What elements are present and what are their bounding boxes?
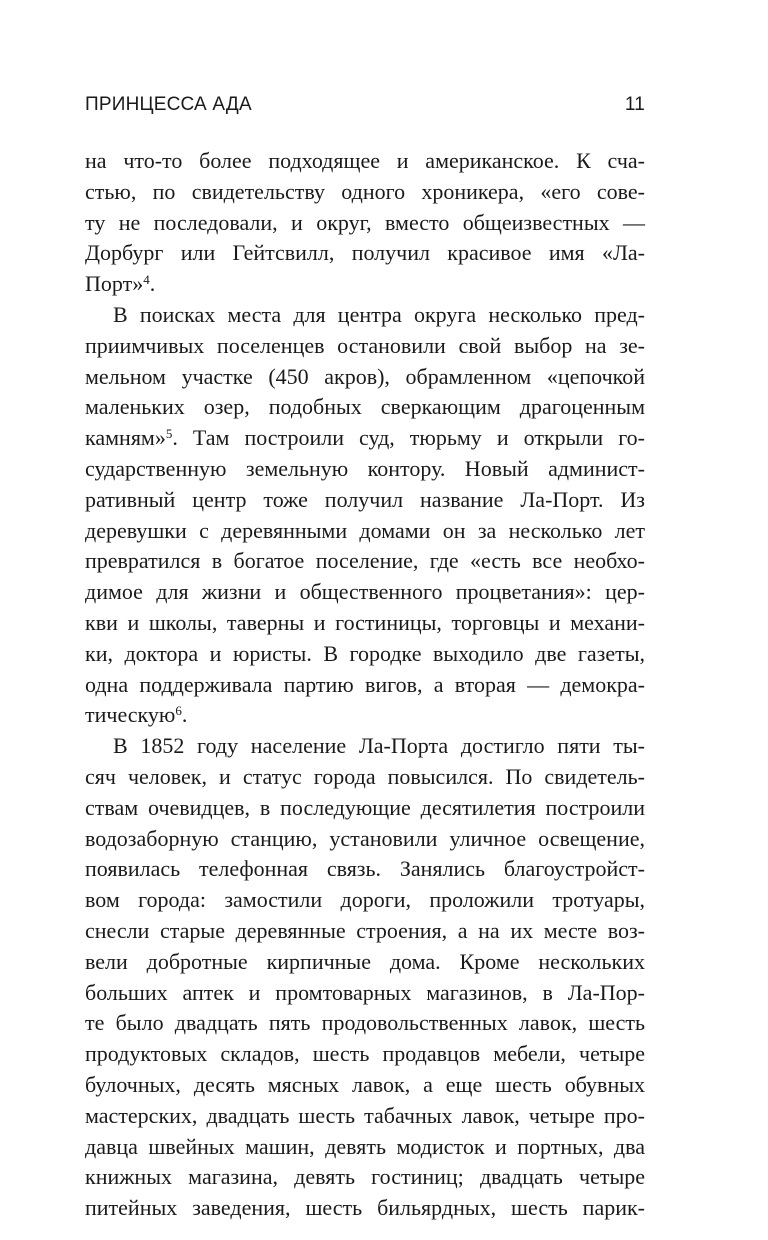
text-line: В поисках места для центра округа несколько пред-	[113, 301, 645, 327]
text-line: сударственную земельную контору. Новый админист-	[85, 455, 645, 481]
page-number: 11	[624, 94, 645, 115]
text-line: Порт»$^4$.	[85, 271, 156, 297]
text-fragment: Порт»	[85, 271, 144, 297]
text-line: продуктовых складов, шесть продавцов мебели, четыре	[85, 1041, 645, 1067]
text-line: те было двадцать пять продовольственных лавок, шесть	[85, 1010, 645, 1036]
text-line: больших аптек и промтоварных магазинов, в Ла-Пор-	[85, 979, 645, 1005]
text-line: вом города: замостили дороги, проложили тротуары,	[85, 887, 645, 913]
text-line: на что-то более подходящее и американское. К сча-	[85, 148, 645, 173]
text-line: тическую$^6$.	[85, 702, 188, 728]
text-line: мастерских, двадцать шесть табачных лавок, четыре про-	[85, 1102, 645, 1128]
main-text	[85, 146, 645, 1224]
text-line: ративный центр тоже получил название Ла-Порт. Из	[85, 486, 645, 512]
text-line: ствам очевидцев, в последующие десятилетия построили	[85, 794, 645, 820]
text-line	[85, 423, 645, 454]
text-fragment: камням»	[85, 425, 166, 451]
text-line: сяч человек, и статус города повысился. По свидетель-	[85, 763, 645, 789]
text-line: превратился в богатое поселение, где «есть все необхо-	[85, 548, 645, 574]
running-head	[85, 94, 645, 118]
text-fragment: . Там построили суд, тюрьму и открыли го-	[172, 425, 645, 451]
text-line: одна поддерживала партию вигов, а вторая — демокра-	[85, 671, 645, 697]
footnote-ref: 5	[165, 426, 173, 442]
text-line: деревушки с деревянными домами он за несколько лет	[85, 517, 645, 543]
text-line: димое для жизни и общественного процветания»: цер-	[85, 579, 645, 605]
text-line: давца швейных машин, девять модисток и портных, два	[85, 1133, 645, 1159]
text-line: булочных, десять мясных лавок, а еще шесть обувных	[85, 1071, 645, 1097]
text-line: водозаборную станцию, установили уличное освещение,	[85, 825, 645, 851]
footnote-ref: 4	[143, 272, 150, 288]
text-line: снесли старые деревянные строения, а на их месте воз-	[85, 917, 645, 943]
text-line: Дорбург или Гейтсвилл, получил красивое имя «Ла-	[85, 240, 645, 266]
text-line: маленьких озер, подобных сверкающим драгоценным	[85, 394, 645, 420]
text-line: вели добротные кирпичные дома. Кроме нескольких	[85, 948, 645, 974]
paragraph-2	[85, 300, 645, 731]
text-fragment: тическую	[85, 702, 176, 728]
text-line: появилась телефонная связь. Занялись благоустройст-	[85, 856, 645, 882]
text-line: приимчивых поселенцев остановили свой выбор на зе-	[85, 332, 645, 358]
paragraph-1	[85, 146, 645, 300]
text-line: кви и школы, таверны и гостиницы, торговцы и механи-	[85, 609, 645, 635]
footnote-ref: 6	[175, 703, 182, 719]
text-line: книжных магазина, девять гостиниц; двадцать четыре	[85, 1164, 645, 1190]
text-line: питейных заведения, шесть бильярдных, шесть парик-	[85, 1195, 645, 1221]
text-line: В 1852 году население Ла-Порта достигло пяти ты-	[113, 733, 645, 759]
text-line: стью, по свидетельству одного хроникера, «его сове-	[85, 178, 645, 204]
text-line: ки, доктора и юристы. В городке выходило две газеты,	[85, 640, 645, 666]
text-line: ту не последовали, и округ, вместо общеизвестных —	[85, 209, 645, 235]
running-title: ПРИНЦЕССА АДА	[85, 94, 252, 115]
text-line: мельном участке (450 акров), обрамленном «цепочкой	[85, 363, 645, 389]
paragraph-3	[85, 731, 645, 1224]
